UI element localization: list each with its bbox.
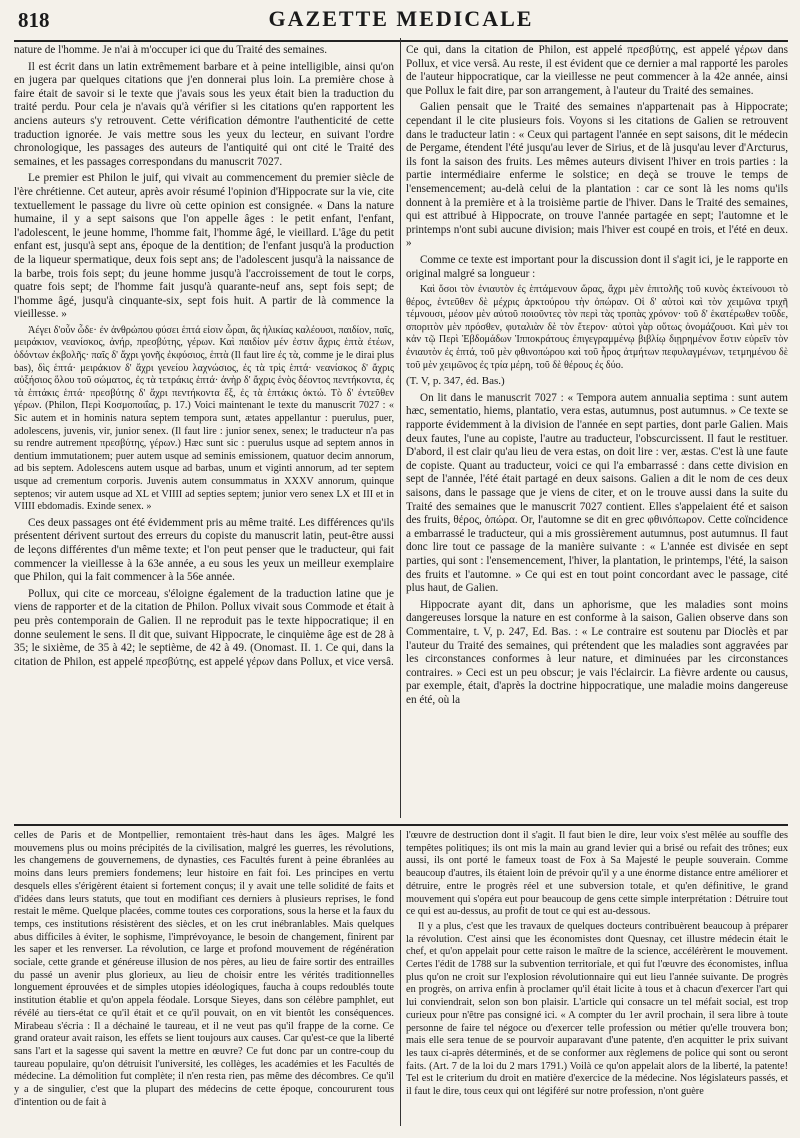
left-column bbox=[14, 44, 394, 824]
masthead-title: GAZETTE MEDICALE bbox=[268, 6, 534, 31]
greek-quotation: Καὶ ὅσοι τὸν ἐνιαυτὸν ἐς ἑπτάμενουν ὥρας, ἄχρι μὲν ἐπιτολῆς τοῦ κυνὸς ἐκτείνουσι τὸ θέρος, ἐντεῦθεν δὲ μέχρις ἀρκτούρου τὴν ὀπώραν. Οἱ δ' αὐτοὶ καὶ τὸν χειμῶνα τριχῆ τέμνουσι, μέσον μὲν αὐτοῦ ποιοῦντες τὸν περὶ τὰς τροπὰς χρόνον· τοῦ δ' ἑκατέρωθεν τοῦδε, σποριτὸν μὲν πρόσθεν, φυταλιὰν δὲ τὸν ἕτερον· αὐτοὶ γὰρ οὕτως ὀνομάζουσι. Καὶ μὲν τοι κἀν τῷ Περὶ Ἑβδομάδων Ἱπποκράτους ἐπιγεγραμμένῳ βιβλίῳ διῃρημένον ἔστιν εὑρεῖν τὸν ἐνιαυτὸν ἐς ἑπτά, τοῦ μὲν φθινοπώρου καὶ τοῦ ἦρος ἀτμήτων πεφυλαγμένων, τετμημένου δὲ τοῦ μὲν χειμῶνος ἐς τρία μέρη, τοῦ δὲ θέρους ἐς δύο. bbox=[406, 284, 788, 371]
paragraph: nature de l'homme. Je n'ai à m'occuper ici que du Traité des semaines. bbox=[14, 44, 327, 56]
paragraph: Le premier est Philon le juif, qui vivait au commencement du premier siècle de l'ère chrétienne. Cet auteur, après avoir résumé l'opinion d'Hippocrate sur la vie, cite textuellement le passage du livre où cette opinion est consignée. « Dans la nature humaine, il y a sept saisons que l'on appelle âges : le petit enfant, l'enfant, l'adolescent, le jeune homme, l'homme fait, l'homme âgé, le vieillard. L'âge du petit enfant est, jusqu'à sept ans, époque de la dentition; de l'enfant jusqu'à la production de la liqueur spermatique, deux fois sept ans; de l'adolescent jusqu'à la naissance de la barbe, trois fois sept; du jeune homme jusqu'à l'accroissement de tout le corps, quatre fois sept; de l'homme fait jusqu'à quarante-neuf ans, sept fois sept; de l'homme âgé, jusqu'à cinquante-six, sept fois huit. A partir de là commence la vieillesse. » bbox=[14, 172, 394, 321]
paragraph: l'œuvre de destruction dont il s'agit. Il faut bien le dire, leur voix s'est mêlée au souffle des tempêtes politiques; ils ont mis la main au grand levier qui a brisé ou refait des trônes; eux aussi, ils ont porté le fameux toast de Fox à Sa Majesté le peuple souverain. Comme beaucoup d'autres, ils étaient loin de prévoir qu'il y a une énorme distance entre améliorer et détruire, entre le progrès réel et une subversion totale, et qu'en définitive, le grand mouvement qui s'opéra eut pour beaucoup de gens cette simple interprétation : Détruire tout ce qui est au-dessus, au profit de tout ce qui est au-dessous. bbox=[406, 830, 788, 918]
paragraph: Comme ce texte est important pour la discussion dont il s'agit ici, je le rapporte en original malgré sa longueur : bbox=[406, 253, 788, 280]
column-divider bbox=[400, 38, 401, 818]
feuilleton-right-column bbox=[406, 830, 788, 1126]
feuilleton-section bbox=[14, 830, 788, 1126]
feuilleton-divider bbox=[14, 824, 788, 826]
citation: (T. V, p. 347, éd. Bas.) bbox=[406, 375, 505, 388]
article-columns bbox=[14, 44, 788, 824]
page-number: 818 bbox=[18, 8, 50, 32]
paragraph: Ces deux passages ont été évidemment pris au même traité. Les différences qu'ils présentent dérivent surtout des erreurs du copiste du manuscrit latin, peut-être aussi de leçons différentes d'un même texte; et l'on peut penser que le traducteur, qui fait commencer la vieillesse à la 63e année, a eu sous les yeux un meilleur exemplaire que Philon, qui la fait commencer à la 56e année. bbox=[14, 516, 394, 584]
paragraph: Ce qui, dans la citation de Philon, est appelé πρεσβύτης, est appelé γέρων dans Pollux, et vice versâ. Au reste, il est évident que ce dernier a mal rapporté les paroles de l'auteur hippocratique, car la vieillesse ne peut commencer à la 42e année, ainsi que Pollux le fait dire, par son arrangement, à l'auteur du Traité des semaines. bbox=[406, 44, 788, 97]
feuilleton-left-column bbox=[14, 830, 394, 1126]
paragraph: Galien pensait que le Traité des semaines n'appartenait pas à Hippocrate; cependant il le cite plusieurs fois. Voyons si les citations de Galien se retrouvent dans le traducteur latin : « Ceux qui partagent l'année en sept saisons, dit le médecin de Pergame, étendent l'été jusqu'au lever de Sirius, et de là jusqu'au lever d'Arcturus, ils font la saison des fruits. Les mêmes auteurs divisent l'hiver en trois parties : la partie intermédiaire enferme le solstice; en deçà se trouve le temps de l'ensemencement; au-delà celui de la plantation : car ce sont là les noms qu'ils donnent à la première et à la troisième partie de l'hiver. Dans le Traité des semaines, qui est attribué à Hippocrate, on trouve l'année partagée en sept; l'automne et le printemps n'ont subi aucune division; mais l'hiver est coupé en trois, et l'été en deux. » bbox=[406, 101, 788, 250]
paragraph: celles de Paris et de Montpellier, remontaient très-haut dans les âges. Malgré les mouvemens plus ou moins précipités de la civilisation, malgré les guerres, les révolutions, les changemens de gouvernemens, de dynasties, ces Facultés furent à peine ébranlées au moins dans leurs premiers fondemens; leur histoire en fait foi. Les principes en vertu desquels elles s'érigèrent étaient si fortement conçus; il y avait une telle solidité de faits et d'idées dans leurs statuts, que tout en modifiant ces derniers à plusieurs reprises, le fond restait le même. Quelque placées, comme toutes ces corporations, sous la herse et la faux du temps, ces institutions résistèrent des siècles, et on les crut inébranlables. Mais quelques abus difficiles à éviter, le sophisme, l'imprévoyance, le besoin de changement, finirent par les saper et les renverser. La révolution, ce large et profond mouvement de régénération sociale, cette grande et généreuse illusion de nos pères, au lieu de faire sortir des entrailles du passé un avenir plus glorieux, au lieu de choisir entre les vérités traditionnelles longuement éprouvées et de simples utopies idéologiques, faucha à coups redoublés toute institution établie et qu'on appela féodale. Lorsque Sieyes, dans son célèbre pamphlet, eut révélé au tiers-état ce qu'il était et ce qu'il pouvait, on en vit bientôt les conséquences. Mirabeau s'écria : Il a déchainé le taureau, et il ne veut pas qu'il frappe de la corne. Ce grand orateur avait raison, les effets se lient toujours aux causes. Car qu'est-ce que la liberté sans l'art et la sagesse qui savent la mettre en œuvre? Ce fut donc par un contre-coup du taureau populaire, qu'on détruisit l'université, les collèges, les académies et les Facultés de médecine. La démolition fut complète; il n'en resta rien, pas même des décombres. Ce qu'il y a de singulier, c'est que la plupart des médecins de cette époque, concoururent tous d'intention ou de fait à bbox=[14, 830, 394, 1108]
greek-quotation: Ἀέγει δ'οὖν ὧδε· ἐν ἀνθρώπου φύσει ἑπτά εἰσιν ὧραι, ἃς ἡλικίας καλέουσι, παιδίον, παῖς, μειράκιον, νεανίσκος, ἀνήρ, πρεσβύτης, γέρων. Καὶ παιδίον μέν ἐστιν ἄχρις ἑπτὰ ἐτέων, ὀδόντων ἐκβολῆς· παῖς δ' ἄχρι γονῆς ἐκφύσιος, ἑπτὰ (Il faut lire ἐς τὰ, comme je le dirai plus bas), δὶς ἑπτά· μειράκιον δ' ἄχρι γενείου λαχνώσιος, ἐς τὰ τρὶς ἑπτά· νεανίσκος δ' ἄχρις αὐξήσιος ὅλου τοῦ σώματος, ἐς τὰ τετράκις ἑπτά· ἀνὴρ δ' ἄχρις ἑνὸς δέοντος πεντήκοντα, ἐς τὰ ἑπτάκις ἑπτά· πρεσβύτης δ' ἄχρι πεντήκοντα ἕξ, ἐς τὰ ἑπτάκις ὀκτώ. Τὸ δ' ἐντεῦθεν γέρων. (Philon, Περὶ Κοσμοποιΐας, p. 17.) Voici maintenant le texte du manuscrit 7027 : « Sic autem et in hominis natura septem tempora sunt, ætates appellantur : puerulus, puer, adolescens, juvenis, vir, junior senex. (Il faut lire : junior senex, senex; le traducteur n'a pas su rendre autrement πρεσβύτης, γέρων.) Hæc sunt sic : puerulus usque ad septem annos in dentium immutationem; puer autem usque ad seminis emissionem, quatuor decim annorum, ad bis septem. Adolescens autem usque ad barbas, unum et viginti annorum, ad ter septem usque ad crementum corporis. Juvenis autem consummatus in XXXV annorum, quinque septenos; vir autem usque ad XL et VIIII ad septies septem; junior vero senex LX et III et in VIIII ebdomadis. Exinde senex. » bbox=[14, 324, 394, 513]
paragraph: Hippocrate ayant dit, dans un aphorisme, que les maladies sont moins dangereuses lorsque la nature en est conforme à la saison, Galien observe dans son Commentaire, t. V, p. 247, Ed. Bas. : « Le contraire est soutenu par Dioclès et par l'auteur du Traité des semaines, qui prétendent que les maladies sont aggravées par les circonstances conformes à leur nature, et diminuées par les circonstances contraires. » Ceci est un peu obscur; je vais l'éclaircir. La fièvre ardente ou causus, par exemple, était, d'après la doctrine hippocratique, une maladie moins dangereuse en été, où la bbox=[406, 598, 788, 706]
paragraph: Il y a plus, c'est que les travaux de quelques docteurs contribuèrent beaucoup à préparer la révolution. C'est ainsi que les économistes dont Quesnay, cet illustre médecin était le chef, et qu'on appelait pour cette raison le maître de la science, accélérèrent le mouvement. Certes l'édit de 1788 sur la subvention territoriale, et qui fut l'œuvre des économistes, influa plus qu'on ne croit sur l'explosion révolutionnaire qui eut lieu l'année suivante. De progrès en progrès, on arriva enfin à proclamer qu'il était licite à tous et à chacun d'exercer l'art qui lui conviendrait, selon son bon plaisir. L'article qui consacre un tel méfait social, est trop curieux pour n'être pas consigné ici. « A compter du 1er avril prochain, il sera libre à toute personne de faire tel négoce ou d'exercer telle profession ou métier qu'elle trouvera bon; mais elle sera tenue de se pourvoir auparavant d'une patente, d'en acquitter le prix suivant les taux ci-après déterminés, et de se conformer aux règlemens de police qui sont ou seront faits. (Art. 7 de la loi du 2 mars 1791.) Voilà ce qu'on appelait alors de la liberté, la patente! Tel est le criterium du droit en matière d'exercice de la médecine. Nos législateurs passés, et il faut le dire, tous ceux qui ont légiféré sur notre profession, n'ont guère bbox=[406, 920, 788, 1098]
paragraph: On lit dans le manuscrit 7027 : « Tempora autem annualia septima : sunt autem hæc, sementatio, hiems, plantatio, vera estas, autumnus, post autumnus. » Ce texte se rapporte évidemment à la division de l'année en sept parties, dont parle Galien. Mais deux fautes, l'une au copiste, l'autre au traducteur, l'obscurcissent. Il faut le restituer. D'abord, il est clair qu'au lieu de vera estas, on doit lire : ver, æstas. C'est là une faute de copiste. Quant au traducteur, voici ce qui l'a embarrassé : dans cette division en sept de l'année, l'été était partagé en deux saisons. Galien a dit le nom de ces deux saisons, dans le passage que je viens de citer, et on le trouve aussi dans la suite du Traité des semaines que le manuscrit 7027 contient. Elles s'appelaient été et saison des fruits, θέρος, ὀπώρα. Or, l'automne se dit en grec φθινόπωρον. Cette coïncidence a embarrassé le traducteur, qui a mis grossièrement autumnus, post autumnus. Il faut donc lire tout ce passage de la manière suivante : « L'année est divisée en sept parties, qui sont : l'ensemencement, l'hiver, la plantation, le printemps, l'été, la saison des fruits et l'automne. » Ce qui est en tout point concordant avec le passage, cité plus haut, de Galien. bbox=[406, 391, 788, 595]
paragraph: Il est écrit dans un latin extrêmement barbare et à peine intelligible, ainsi qu'on en jugera par quelques citations que j'en donnerai plus loin. La première chose à faire était de savoir si le texte que j'avais sous les yeux était bien la traduction du traité perdu. Pour cela je n'avais qu'à vérifier si les citations qu'en rapportent les anciens auteurs s'y retrouvent. Cette vérification démontre l'authenticité de cette traduction ignorée. Je vais mettre sous les yeux du lecteur, en suivant l'ordre chronologique, les passages des auteurs de l'antiquité qui ont cité le Traité des semaines, et les passages correspondans du manuscrit 7027. bbox=[14, 60, 394, 168]
right-column bbox=[406, 44, 788, 824]
page-header bbox=[14, 6, 788, 42]
paragraph: Pollux, qui cite ce morceau, s'éloigne également de la traduction latine que je viens de rapporter et de la citation de Philon. Pollux vivait sous Commode et était à peu près contemporain de Galien. Il ne reproduit pas le texte hippocratique; il en donne seulement le sens. Il dit que, suivant Hippocrate, le cinquième âge est de 28 à 35; le sixième, de 35 à 42; le septième, de 42 à 49. (Onomast. II. 1. Ce qui, dans la citation de Philon, est appelé πρεσβύτης, est appelé γέρων dans Pollux, et vice versâ. bbox=[14, 587, 394, 668]
